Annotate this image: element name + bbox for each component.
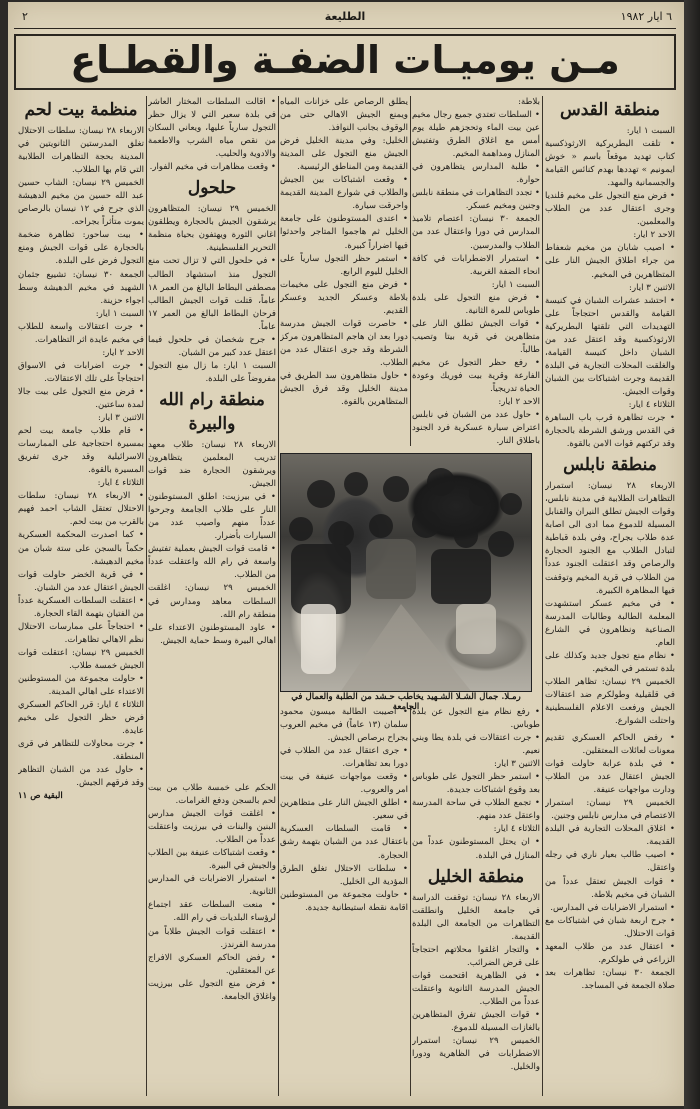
article-paragraph: الثلاثاء ٤ ايار: <box>97 478 144 489</box>
section-subhead: حلحول <box>187 178 237 199</box>
article-paragraph: • استمرار الاضطرابات في كافة انحاء الضفة الغربية. <box>412 253 540 277</box>
article-paragraph: السبت ١ ايار: <box>491 279 540 290</box>
article-paragraph: • جرت اعتقالات في بلدة يطا وبني نعيم. <box>412 733 540 757</box>
article-paragraph: • استمر حظر التجول سارياً على الخليل لليوم الرابع. <box>280 253 408 277</box>
article-paragraph: • جرى اعتقال عدد من الطلاب في دورا بعد تظاهرات. <box>280 746 408 770</box>
article-paragraph: • وقعت اشتباكات عنيفة بين الطلاب والجيش في البيرة. <box>148 848 276 872</box>
article-paragraph: • استمرار الاضرابات في المدارس. <box>550 902 675 913</box>
main-headline: مـن يوميـات الضفـة والقطـاع <box>70 38 620 82</box>
article-paragraph: • اغلاق المحلات التجارية في البلدة القديمة. <box>545 824 675 848</box>
article-paragraph: • في حلحول التي لا تزال تحت منع التجول منذ استشهاد الطالب مصطفى البطاط البالغ من العمر ١٨ عاماً، قتلت قوات الجيش الطالب فرحان البطاط البالغ من العمر ١٧ عاماً. <box>148 256 276 332</box>
article-paragraph: • جرت تظاهرة قرب باب الساهرة في القدس ورشق الشرطة بالحجارة وقد تركتهم قوات الامن بالقوة. <box>545 413 675 450</box>
article-paragraph: • اقالت السلطات المختار العاشر في بلدة سعير التي لا يزال حظر التجول سارياً عليها، ويعاني السكان من نقص مياه الشرب والاطعمة والادوية والحليب. <box>148 97 276 160</box>
article-paragraph: الاحد ٢ ايار: <box>633 230 675 241</box>
article-paragraph: الثلاثاء ٤ ايار: <box>628 399 675 410</box>
magazine-name: الطليعة <box>324 10 366 23</box>
article-paragraph: • اصيب طالب بعيار ناري في رجله واعتقل. <box>545 850 675 874</box>
article-paragraph: السبت ١ ايار: <box>626 126 675 136</box>
article-paragraph: • قوات الجيش تطلق النار على متظاهرين في قرية بيتا وتصيب طالباً. <box>412 318 540 355</box>
article-paragraph: السبت ١ ايار: ما زال منع التجول مفروضاً على البلدة. <box>148 360 276 384</box>
column-2-lower <box>412 706 540 1096</box>
column-rule <box>410 706 411 1096</box>
article-paragraph: الاربعاء ٢٨ نيسان: سلطات الاحتلال تغلق المدرستين الثانويتين في المدينة بحجة التظاهرات الطلابية التي قام بها الطلاب. <box>18 126 144 176</box>
article-paragraph: بلاطة: <box>518 97 540 107</box>
article-paragraph: • وقعت مظاهرات في مخيم الفوار. <box>149 162 276 173</box>
article-paragraph: الاثنين ٣ ايار: <box>629 282 675 293</box>
running-header <box>14 6 676 29</box>
article-paragraph: • وقعت مواجهات عنيفة في بيت امر والعروب. <box>280 772 408 796</box>
article-paragraph: الاحد ٢ ايار: <box>498 397 540 408</box>
column-2 <box>412 96 540 446</box>
article-paragraph: • في الظاهرية اقتحمت قوات الجيش المدرسة الثانوية واعتقلت عدداً من الطلاب. <box>412 970 540 1007</box>
article-paragraph: • بيت ساحور: تظاهرة ضخمة بالحجارة على قوات الجيش ومنع التجول فرض على البلدة. <box>18 230 144 267</box>
article-paragraph: الاثنين ٣ ايار: <box>98 413 144 424</box>
article-paragraph: • عاود المستوطنون الاعتداء على اهالي البيرة وسط حماية الجيش. <box>148 622 276 646</box>
article-paragraph: • اعتقال عدد من طلاب المعهد الزراعي في طولكرم. <box>545 941 675 965</box>
article-paragraph: • حاولت مجموعة من المستوطنين اقامة نقطة استيطانية جديدة. <box>280 889 408 913</box>
article-paragraph: • حاول عدد من الشبان التظاهر وقد فرقهم الجيش. <box>18 765 144 789</box>
column-1-lower <box>545 732 675 1096</box>
article-paragraph: • سلطات الاحتلال تغلق الطرق المؤدية الى الخليل. <box>280 863 408 887</box>
article-paragraph: • اعتدى المستوطنون على جامعة الخليل ثم هاجموا المتاجر واحدثوا فيها اضراراً كبيرة. <box>280 214 408 251</box>
article-paragraph: الاثنين ٣ ايار: <box>494 759 540 770</box>
article-paragraph: • ان يحتل المستوطنون عدداً من المنازل في البلدة. <box>412 837 540 861</box>
section-subhead: منطقة الخليل <box>427 866 525 887</box>
column-rule <box>542 96 543 1096</box>
article-paragraph: • فرض منع التجول على بلدة طوباس للمرة الثانية. <box>412 292 540 316</box>
article-paragraph: • جرح اربعة شبان في اشتباكات مع قوات الاحتلال. <box>545 915 675 939</box>
article-paragraph: • رفض الحاكم العسكري تقديم معونات لعائلات المعتقلين. <box>545 733 675 757</box>
article-paragraph: • حاول عدد من الشبان في نابلس اعتراض سيارة عسكرية فرد الجنود باطلاق النار. <box>412 410 540 446</box>
article-paragraph: • جرت محاولات للتظاهر في قرى المنطقة. <box>18 739 144 763</box>
article-paragraph: • الاربعاء ٢٨ نيسان: سلطات الاحتلال تعتقل الشاب احمد فهيم بالقرب من بيت لحم. <box>18 491 144 528</box>
article-paragraph: الخليل: وفي مدينة الخليل فرض الجيش منع التجول على المدينة القديمة ومن المناطق الرئيسية. <box>280 136 408 173</box>
article-paragraph: • حاصرت قوات الجيش مدرسة دورا بعد ان هاجم المتظاهرون مركز الشرطة وقد جرى اعتقال عدد من الطلاب. <box>280 318 408 368</box>
article-paragraph: الثلاثاء ٤ ايار: <box>493 824 540 835</box>
article-paragraph: • اصيب شابان من مخيم شعفاط من جراء اطلاق الجيش النار على المتظاهرين في المخيم. <box>545 243 675 280</box>
article-paragraph: • حاول متظاهرون سد الطريق في مدينة الخليل وقد فرق الجيش المتظاهرين بالقوة. <box>280 370 408 408</box>
article-paragraph: • استمر حظر التجول على طوباس بعد وقوع اشتباكات جديدة. <box>412 772 540 796</box>
article-paragraph: • حاولت مجموعة من المستوطنين الاعتداء على اهالي المدينة. <box>18 673 144 698</box>
column-rule <box>410 96 411 446</box>
article-paragraph: الجمعة ٣٠ نيسان: تشييع جثمان الشهيد في مخيم الدهيشة وسط اجواء حزينة. <box>18 269 144 306</box>
article-paragraph: • اعتقلت قوات الجيش طلاباً من مدرسة الفرندز. <box>148 926 276 950</box>
article-paragraph: • تلقت البطريركية الارثوذكسية كتاب تهديد موقعاً باسم « خوش ايمونيم » تهددها بهدم كنائس القيامة والجسمانية والمهد. <box>545 139 675 189</box>
article-paragraph: الاحد ٢ ايار: <box>102 347 144 358</box>
article-paragraph: الخميس ٢٩ نيسان: استمرار الاعتصام في مدارس نابلس وجنين. <box>545 798 675 822</box>
news-photo-crowd <box>280 453 532 692</box>
page-number: ٢ <box>22 10 28 23</box>
column-rule <box>278 96 279 1096</box>
article-paragraph: • استمرار الاضرابات في المدارس الثانوية. <box>148 874 276 898</box>
column-4 <box>148 96 276 776</box>
crowd-image <box>281 454 531 691</box>
article-paragraph: الخميس ٢٩ نيسان: استمرار الاضطرابات في الظاهرية ودورا والخليل. <box>412 1036 540 1073</box>
article-paragraph: الخميس ٢٩ نيسان: المتظاهرون يرشقون الجيش بالحجارة ويطلقون اغاني الثورة ويهتفون بحياة منظمة التحرير الفلسطينية. <box>148 204 276 254</box>
article-paragraph: • نظام منع تجول جديد وكذلك على بلدة تستمر في المخيم. <box>545 650 675 674</box>
article-paragraph: • في مخيم عسكر استشهدت المعلمة الطالبة وطالبات المدرسة الصناعية ونظاهرون في الشارع العام. <box>545 598 675 648</box>
article-paragraph: الخميس ٢٩ نيسان: تظاهر الطلاب في قلقيلية وطولكرم ضد اعتقالات الجيش ورفعت الاعلام الفلسطينية واحتلت الشوارع. <box>545 676 675 726</box>
article-paragraph: السبت ١ ايار: <box>95 308 144 319</box>
page-binding <box>684 0 700 1109</box>
section-subhead: منظمة بيت لحم <box>24 100 138 120</box>
article-paragraph: • احتشد عشرات الشبان في كنيسة القيامة والقدس احتجاجاً على التهديدات التي تلقتها البطريركية الارثوذكسية وقد اعتقل عدد من الشبان داخل كنيسة القيامة، والغلقت المحلات التجارية في البلدة القديمة وجرت اشتباكات بين الشبان وقوات الجيش. <box>545 295 675 397</box>
article-paragraph: الاربعاء ٢٨ نيسان: طلاب معهد تدريب المعلمين يتظاهرون ويرشقون الحجارة ضد قوات الجيش. <box>148 439 276 490</box>
article-paragraph: الجمعة ٣٠ نيسان: تظاهرات بعد صلاة الجمعة في المساجد. <box>545 967 675 991</box>
article-paragraph: • السلطات تعتدي جميع رجال مخيم عين بيت الماء وتحجزهم طيلة يوم أمس مع اغلاق الطرق وتفتيش المنازل ومداهمة المخيم. <box>412 110 540 160</box>
article-paragraph: • جرت اضرابات في الاسواق احتجاجاً على تلك الاعتقالات. <box>18 360 144 384</box>
article-paragraph: • والتجار اغلقوا محلاتهم احتجاجاً على فرض الضرائب. <box>412 944 540 968</box>
article-paragraph: • وقعت اشتباكات بين الجيش والطلاب في شوارع المدينة القديمة واحرقت سيارة. <box>280 175 408 212</box>
article-paragraph: يطلق الرصاص على خزانات المياه ويمنع الجيش الاهالي حتى من الوقوف بجانب النوافذ. <box>280 97 408 134</box>
article-paragraph: الاربعاء ٢٨ نيسان: استمرار التظاهرات الطلابية في مدينة نابلس، وقوات الجيش تطلق النيران والقنابل المسيلة للدموع مما ادى الى اصابة عدة طلاب بجراح، وفي بلدة قباطية لتبادل الطلاب مع الجنود الحجارة والرصاص وقد اعتقلت الجنود عدداً من الطلاب في قرية المخيم وتوقفت فيها المظاهرة الكبيرة. <box>545 481 675 596</box>
article-paragraph: الجمعة ٣٠ نيسان: اعتصام تلاميذ المدارس في دورا واعتقال عدد من الطلاب والمدرسين. <box>412 214 540 251</box>
article-paragraph: • جرت اعتقالات واسعة للطلاب في مخيم عايدة اثر التظاهرات. <box>18 321 144 345</box>
section-subhead: منطقة رام الله والبيرة <box>159 389 265 434</box>
article-paragraph: • منعت السلطات عقد اجتماع لرؤساء البلديات في رام الله. <box>148 900 276 924</box>
article-paragraph: • اصيبت الطالبة ميسون محمود سلمان (١٣ عاماً) في مخيم العروب بجراح برصاص الجيش. <box>280 707 408 744</box>
article-paragraph: • تجمع الطلاب في ساحة المدرسة واعتقل عدد منهم. <box>412 798 540 822</box>
column-3-lower <box>280 706 408 1096</box>
article-paragraph: الخميس ٢٩ نيسان: الشاب حسين عبد الله حسين من مخيم الدهيشة الذي جرح في ١٢ نيسان بالرصاص يموت متأثراً بجراحه. <box>18 178 144 228</box>
issue-date: ٦ ايار ١٩٨٢ <box>620 10 672 23</box>
continued-note: البقية ص ١١ <box>18 791 63 802</box>
article-paragraph: • فرض منع التجول على مخيم قلنديا وجرى اعتقال عدد من الطلاب والمعلمين. <box>545 191 675 228</box>
article-paragraph: • اغلقت قوات الجيش مدارس البنين والبنات في بيرزيت واعتقلت عدداً من الطلاب. <box>148 809 276 846</box>
article-paragraph: • رفض الحاكم العسكري الافراج عن المعتقلين. <box>148 952 276 976</box>
article-paragraph: • في قرية الخضر حاولت قوات الجيش اعتقال عدد من الشبان. <box>18 569 144 593</box>
article-paragraph: • كما اصدرت المحكمة العسكرية حكماً بالسجن على ستة شبان من مخيم الدهيشة. <box>18 530 144 567</box>
article-paragraph: الاربعاء ٢٨ نيسان: توقفت الدراسة في جامعة الخليل وانطلقت التظاهرات من الجامعة الى البلدة القديمة. <box>412 892 540 942</box>
newspaper-page <box>8 2 684 1106</box>
article-paragraph: • قامت قوات الجيش بعملية تفتيش واسعة في رام الله واعتقلت عدداً من الطلاب. <box>148 544 276 581</box>
article-paragraph: الخميس ٢٩ نيسان: اغلقت السلطات معاهد ومدارس في منطقة رام الله. <box>148 583 276 620</box>
article-paragraph: • تجدد التظاهرات في منطقة نابلس وجنين ومخيم عسكر. <box>412 188 540 212</box>
article-paragraph: • طلبة المدارس يتظاهرون في حوارة. <box>412 162 540 186</box>
article-paragraph: الحكم على خمسة طلاب من بيت لحم بالسجن ودفع الغرامات. <box>148 783 276 807</box>
column-4-lower <box>148 782 276 1096</box>
column-rule <box>146 96 147 1096</box>
article-paragraph: • قامت السلطات العسكرية باعتقال عدد من الشبان بتهمة رشق الحجارة. <box>280 824 408 861</box>
article-paragraph: • فرض منع التجول على مخيمات بلاطة وعسكر الجديد وعسكر القديم. <box>280 279 408 316</box>
article-paragraph: • جرح شخصان في حلحول فيما اعتقل عدد كبير من الشبان. <box>148 334 276 358</box>
article-paragraph: • احتجاجاً على ممارسات الاحتلال نظم الاهالي تظاهرات. <box>18 621 144 645</box>
article-paragraph: • رفع نظام منع التجول عن بلدة طوباس. <box>412 707 540 731</box>
section-subhead: منطقة القدس <box>560 100 660 120</box>
article-paragraph: • فرض منع التجول على بيرزيت واغلاق الجامعة. <box>148 978 276 1002</box>
column-5 <box>18 96 144 1096</box>
article-paragraph: • فرض منع التجول على بيت جالا لمدة ساعتين. <box>18 386 144 410</box>
article-paragraph: • قام طلاب جامعة بيت لحم بمسيرة احتجاجية على الممارسات الاسرائيلية وقد جرى تفريق المسيرة بالقوة. <box>18 426 144 476</box>
column-1 <box>545 96 675 726</box>
headline-box <box>14 34 676 90</box>
article-paragraph: • قوات الجيش تعتقل عدداً من الشبان في مخيم بلاطة. <box>545 876 675 900</box>
article-paragraph: • اطلق الجيش النار على متظاهرين في سعير. <box>280 798 408 822</box>
column-3 <box>280 96 408 446</box>
article-paragraph: الثلاثاء ٤ ايار: قرر الحاكم العسكري فرض حظر التجول على مخيم عايدة. <box>18 700 144 737</box>
article-paragraph: • قوات الجيش تفرق المتظاهرين بالغازات المسيلة للدموع. <box>412 1009 540 1034</box>
article-paragraph: • اعتقلت السلطات العسكرية عدداً من الفتيان بتهمة القاء الحجارة. <box>18 595 144 619</box>
photo-caption: رمـلا. جمال الشـلا الشـهيد يخاطب حـشد من الطلبة والعمال في الجامعة <box>291 692 521 712</box>
article-paragraph: • في بيرزيت: اطلق المستوطنون النار على طلاب الجامعة وجرحوا عدداً منهم واصيب عدد من السيارات بأضرار. <box>148 492 276 542</box>
article-paragraph: • رفع حظر التجول عن مخيم الفارعة وقرية بيت فوريك وعودة الحياة تدريجياً. <box>412 357 540 395</box>
section-subhead: منطقة نابلس <box>563 455 657 476</box>
article-paragraph: الخميس ٢٩ نيسان: اعتقلت قوات الجيش خمسة طلاب. <box>18 647 144 671</box>
article-paragraph: • في بلدة عرابة حاولت قوات الجيش اعتقال عدد من الطلاب ودارت مواجهات عنيفة. <box>545 759 675 796</box>
